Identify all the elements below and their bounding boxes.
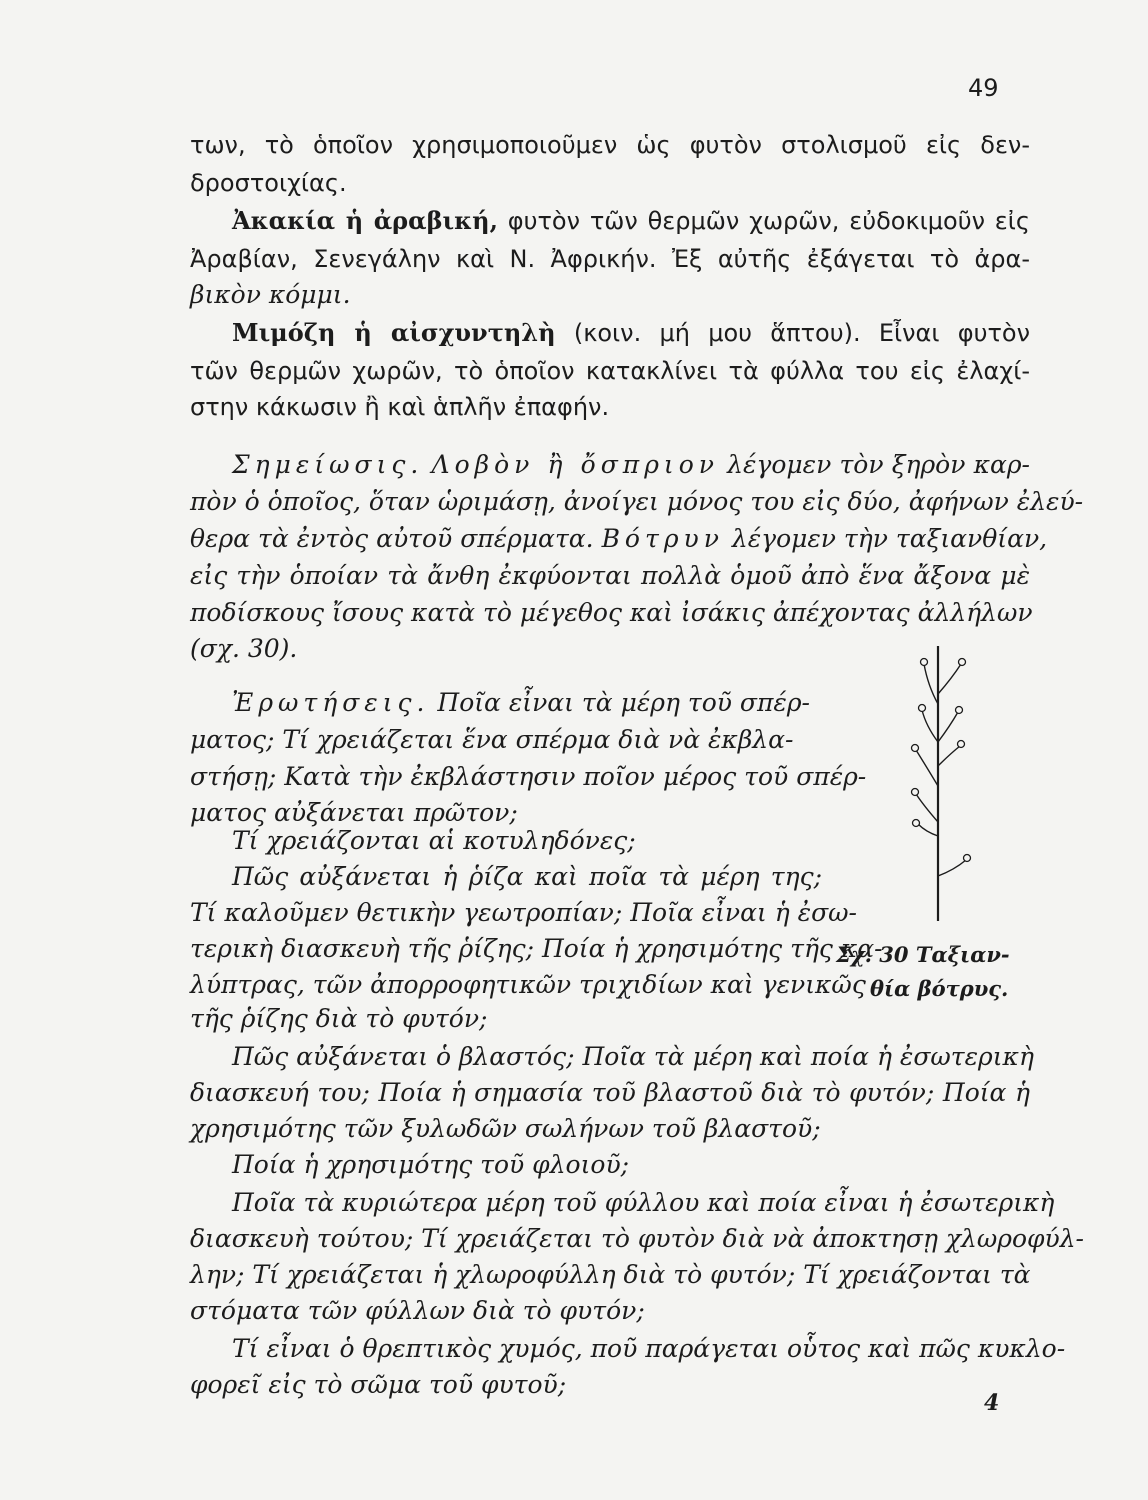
text-line: Τί καλοῦμεν θετικὴν γεωτροπίαν; Ποῖα εἶναι ἡ ἐσω-: [190, 898, 857, 927]
text-line: των, τὸ ὁποῖον χρησιμοποιοῦμεν ὡς φυτὸν στολισμοῦ εἰς δεν-: [190, 131, 1030, 159]
questions-line: [232, 688, 810, 718]
figure-caption: θία βότρυς.: [870, 976, 1009, 1001]
text-line: τερικὴ διασκευὴ τῆς ῥίζης; Ποία ἡ χρησιμότης τῆς κα-: [190, 934, 883, 963]
note-label: Σημείωσις.: [232, 450, 424, 479]
raceme-pedicels: [916, 664, 966, 876]
note-text: λέγομεν τὴν ταξιανθίαν,: [723, 524, 1048, 553]
text-line: Ποία ἡ χρησιμότης τοῦ φλοιοῦ;: [232, 1150, 630, 1179]
text-line: διασκευή του; Ποία ἡ σημασία τοῦ βλαστοῦ διὰ τὸ φυτόν; Ποία ἡ: [190, 1078, 1030, 1107]
page-number: 49: [968, 74, 999, 102]
text-line: Ποῖα τὰ κυριώτερα μέρη τοῦ φύλλου καὶ ποία εἶναι ἡ ἐσωτερικὴ: [232, 1188, 1055, 1217]
note-term-legume: Λοβὸν ἢ ὄσπριον: [431, 450, 719, 479]
mimosa-text: (κοιν. μή μου ἅπτου). Εἶναι φυτὸν: [555, 319, 1030, 347]
acacia-term: Ἀκακία ἡ ἀραβική,: [232, 206, 498, 235]
acacia-text: φυτὸν τῶν θερμῶν χωρῶν, εὐδοκιμοῦν εἰς: [497, 207, 1030, 235]
questions-text: Ποῖα εἶναι τὰ μέρη τοῦ σπέρ-: [429, 688, 810, 717]
text-line: χρησιμότης τῶν ξυλωδῶν σωλήνων τοῦ βλαστοῦ;: [190, 1114, 821, 1143]
note-text: θερα τὰ ἐντὸς αὐτοῦ σπέρματα.: [190, 524, 602, 553]
text-line: στην κάκωσιν ἢ καὶ ἁπλῆν ἐπαφήν.: [190, 393, 610, 421]
note-line: [190, 524, 1048, 554]
text-line: (σχ. 30).: [190, 634, 298, 663]
text-line: Ἀραβίαν, Σενεγάλην καὶ Ν. Ἀφρικήν. Ἐξ αὐτῆς ἐξάγεται τὸ ἀρα-: [190, 245, 1030, 273]
text-line: πὸν ὁ ὁποῖος, ὅταν ὡριμάσῃ, ἀνοίγει μόνος του εἰς δύο, ἀφήνων ἐλεύ-: [190, 487, 1084, 516]
mimosa-term: Μιμόζη ἡ αἰσχυντηλὴ: [232, 318, 556, 347]
text-line: βικὸν κόμμι.: [190, 280, 351, 309]
text-line: στόματα τῶν φύλλων διὰ τὸ φυτόν;: [190, 1296, 645, 1325]
text-line: Πῶς αὐξάνεται ὁ βλαστός; Ποῖα τὰ μέρη καὶ ποία ἡ ἐσωτερικὴ: [232, 1042, 1034, 1071]
note-text: λέγομεν τὸν ξηρὸν καρ-: [718, 450, 1030, 479]
questions-label: Ἐρωτήσεις.: [232, 688, 430, 717]
text-line: Τί χρειάζονται αἱ κοτυληδόνες;: [232, 826, 636, 855]
text-line: εἰς τὴν ὁποίαν τὰ ἄνθη ἐκφύονται πολλὰ ὁμοῦ ἀπὸ ἕνα ἄξονα μὲ: [190, 561, 1030, 590]
note-term-raceme: Βότρυν: [601, 524, 724, 553]
text-line: λην; Τί χρειάζεται ἡ χλωροφύλλη διὰ τὸ φυτόν; Τί χρειάζονται τὰ: [190, 1260, 1031, 1289]
raceme-flowers: [912, 659, 971, 862]
signature-mark: 4: [984, 1390, 1000, 1416]
text-line: ποδίσκους ἴσους κατὰ τὸ μέγεθος καὶ ἰσάκις ἀπέχοντας ἀλλήλων: [190, 598, 1033, 627]
text-line: στήσῃ; Κατὰ τὴν ἐκβλάστησιν ποῖον μέρος τοῦ σπέρ-: [190, 762, 867, 791]
mimosa-line: [232, 318, 1030, 348]
text-line: διασκευὴ τούτου; Τί χρειάζεται τὸ φυτὸν διὰ νὰ ἀποκτησῃ χλωροφύλ-: [190, 1224, 1085, 1253]
text-line: λύπτρας, τῶν ἀπορροφητικῶν τριχιδίων καὶ γενικῶς: [190, 970, 866, 999]
figure-caption: Σχ. 30 Ταξιαν-: [836, 942, 1010, 967]
text-line: τῶν θερμῶν χωρῶν, τὸ ὁποῖον κατακλίνει τὰ φύλλα του εἰς ἐλαχί-: [190, 357, 1030, 385]
text-line: τῆς ῥίζης διὰ τὸ φυτόν;: [190, 1004, 488, 1033]
text-line: Τί εἶναι ὁ θρεπτικὸς χυμός, ποῦ παράγεται οὗτος καὶ πῶς κυκλο-: [232, 1334, 1066, 1363]
text-line: δροστοιχίας.: [190, 169, 347, 197]
note-line: [232, 450, 1030, 480]
text-line: φορεῖ εἰς τὸ σῶμα τοῦ φυτοῦ;: [190, 1370, 567, 1399]
acacia-line: [232, 206, 1030, 236]
text-line: Πῶς αὐξάνεται ἡ ῥίζα καὶ ποῖα τὰ μέρη της;: [232, 862, 822, 891]
text-line: ματος αὐξάνεται πρῶτον;: [190, 798, 518, 827]
raceme-figure: [898, 646, 988, 921]
text-line: ματος; Τί χρειάζεται ἕνα σπέρμα διὰ νὰ ἐκβλα-: [190, 725, 794, 754]
